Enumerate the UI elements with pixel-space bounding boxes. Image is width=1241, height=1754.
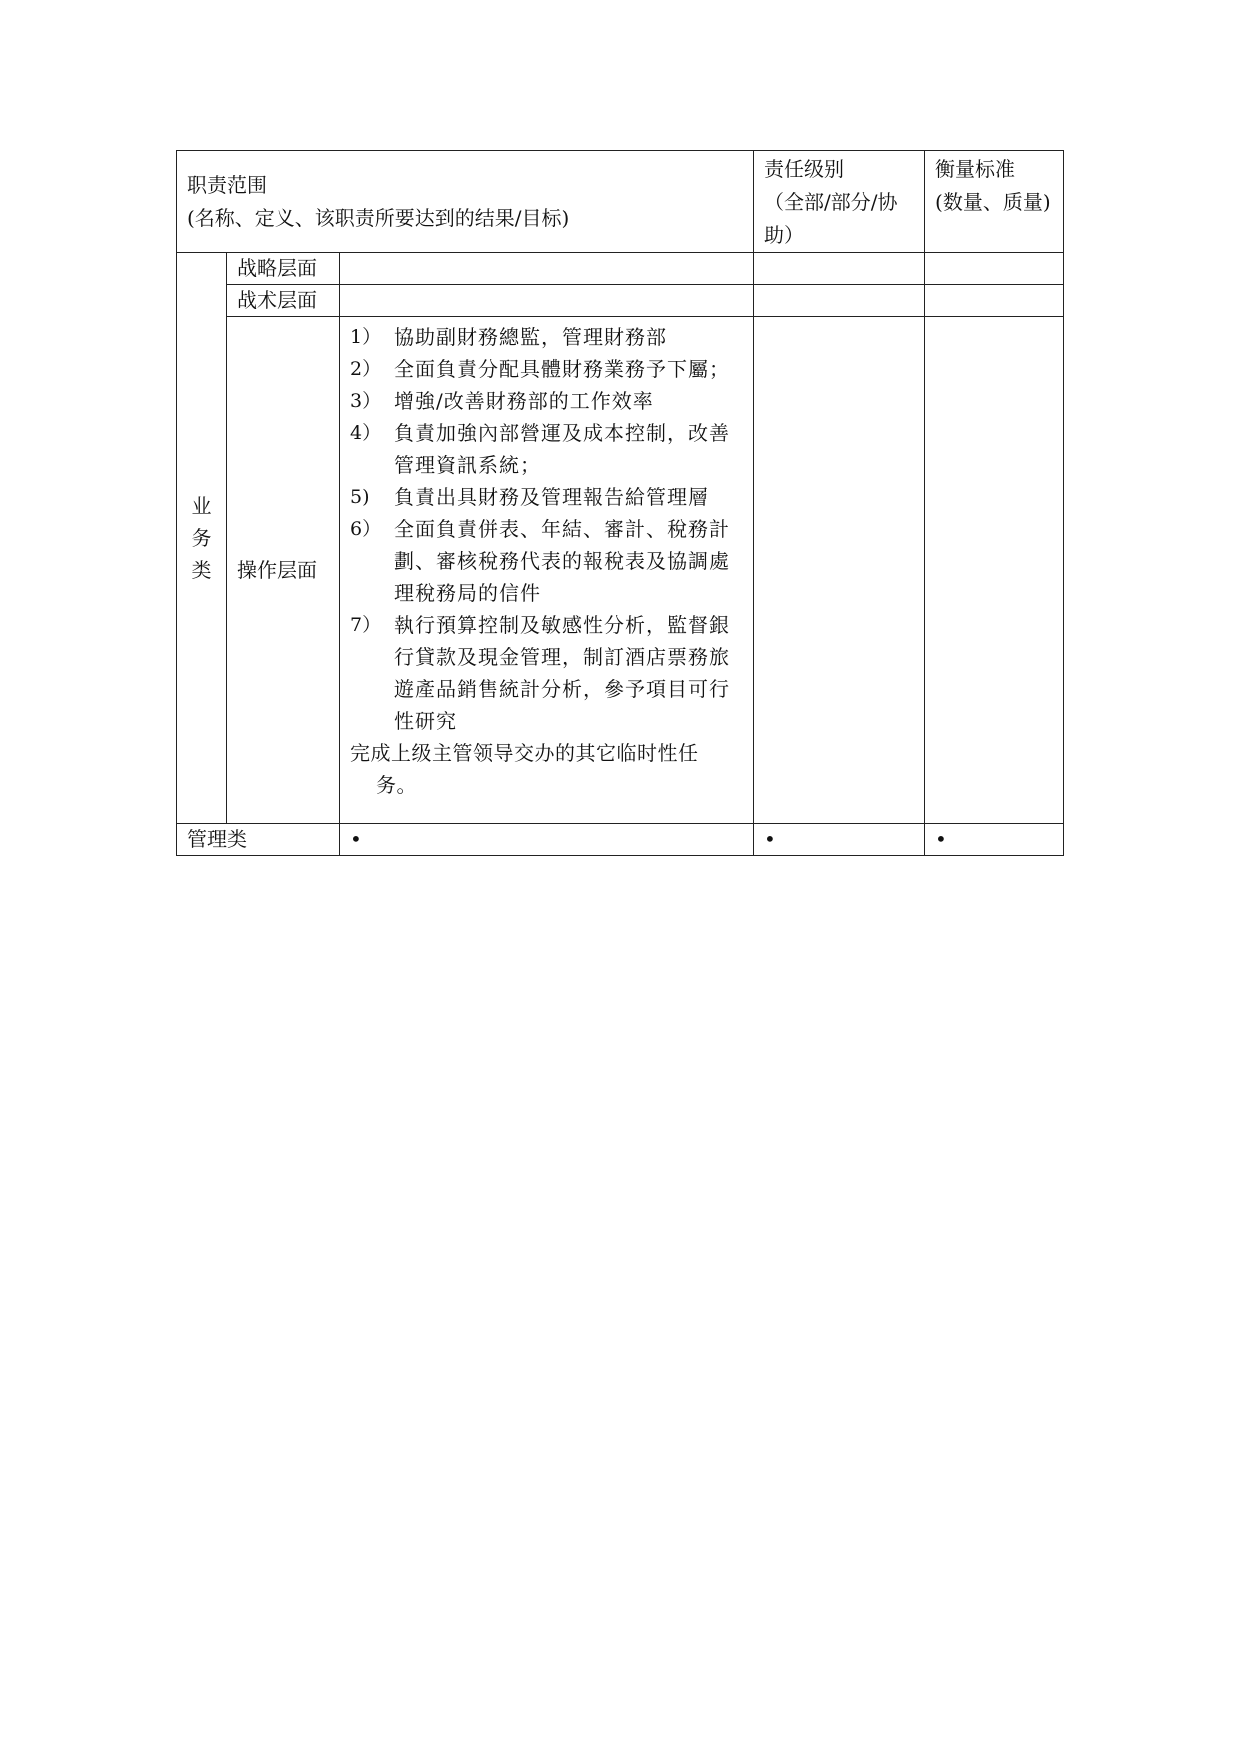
management-scope-bullet: •: [340, 824, 754, 856]
item-text: 負責加強內部營運及成本控制，改善管理資訊系統；: [394, 421, 730, 477]
item-text: 負責出具財務及管理報告給管理層: [394, 485, 709, 509]
strategic-standard-cell: [925, 253, 1064, 285]
level-header-cell: [754, 151, 925, 253]
item-text: 執行預算控制及敏感性分析，監督銀行貸款及現金管理，制訂酒店票務旅遊產品銷售統計分析，參予項目可行性研究: [394, 613, 730, 733]
management-level-bullet: •: [754, 824, 925, 856]
duty-table: [176, 150, 1064, 856]
item-text: 全面負責併表、年結、審計、稅務計劃、審核稅務代表的報稅表及協調處理稅務局的信件: [394, 517, 730, 605]
tactical-label: 战术层面: [227, 285, 340, 317]
list-item: [350, 321, 743, 353]
strategic-scope-cell: [340, 253, 754, 285]
item-number: 4）: [350, 422, 382, 444]
list-item: [350, 417, 743, 481]
item-number: 7）: [350, 614, 382, 636]
item-number: 2）: [350, 358, 382, 380]
tactical-level-cell: [754, 285, 925, 317]
standard-header-cell: [925, 151, 1064, 253]
business-category-char: 务: [191, 526, 212, 550]
closing-line-1: 完成上级主管领导交办的其它临时性任: [350, 741, 699, 765]
item-text: 全面負責分配具體財務業務予下屬；: [394, 357, 730, 381]
closing-task-text: [350, 737, 743, 801]
list-item: [350, 609, 743, 737]
list-item: [350, 385, 743, 417]
management-label: 管理类: [177, 824, 340, 856]
management-standard-bullet: •: [925, 824, 1064, 856]
operational-label: 操作层面: [227, 317, 340, 824]
strategic-row: [177, 253, 1064, 285]
business-category-char: 类: [191, 558, 212, 582]
tactical-standard-cell: [925, 285, 1064, 317]
item-text: 增強/改善財務部的工作效率: [394, 389, 654, 413]
operational-item-list: [350, 317, 743, 737]
item-number: 6）: [350, 518, 382, 540]
business-category-cell: [177, 253, 227, 824]
item-number: 5): [350, 486, 370, 508]
standard-subtitle: (数量、质量): [935, 190, 1051, 214]
level-title: 责任级别: [764, 157, 845, 181]
operational-level-cell: [754, 317, 925, 824]
list-item: [350, 513, 743, 609]
scope-subtitle: (名称、定义、该职责所要达到的结果/目标): [187, 206, 570, 230]
standard-title: 衡量标准: [935, 157, 1016, 181]
item-number: 1）: [350, 326, 382, 348]
management-row: [177, 824, 1064, 856]
item-text: 協助副財務總監，管理財務部: [394, 325, 667, 349]
item-number: 3）: [350, 390, 382, 412]
operational-row: [177, 317, 1064, 824]
business-category-char: 业: [191, 494, 212, 518]
operational-standard-cell: [925, 317, 1064, 824]
strategic-label: 战略层面: [227, 253, 340, 285]
tactical-scope-cell: [340, 285, 754, 317]
operational-scope-cell: [340, 317, 754, 824]
level-subtitle: （全部/部分/协助）: [764, 190, 898, 247]
list-item: [350, 353, 743, 385]
strategic-level-cell: [754, 253, 925, 285]
list-item: [350, 481, 743, 513]
header-row: [177, 151, 1064, 253]
tactical-row: [177, 285, 1064, 317]
scope-title: 职责范围: [187, 173, 267, 197]
closing-line-2: 务。: [376, 773, 417, 797]
scope-header-cell: [177, 151, 754, 253]
